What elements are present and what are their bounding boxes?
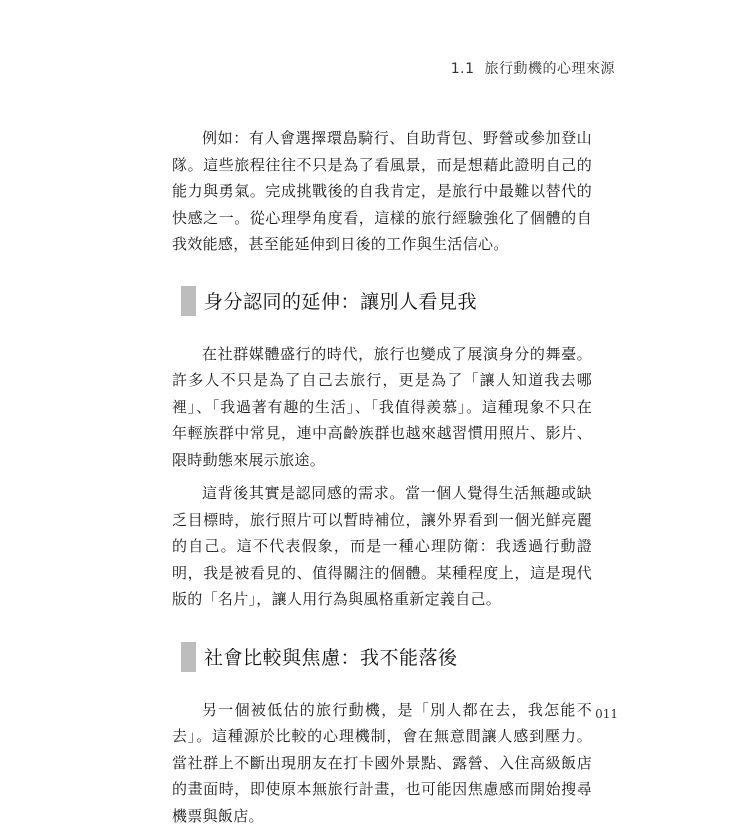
heading-text: 社會比較與焦慮：我不能落後 xyxy=(204,643,458,670)
intro-paragraph: 例如：有人會選擇環島騎行、自助背包、野營或參加登山隊。這些旅程往往不只是為了看風景，而是想藉此證明自己的能力與勇氣。完成挑戰後的自我肯定，是旅行中最難以替代的快感之一。從心理學角度看，這樣的旅行經驗強化了個體的自我效能感，甚至能延伸到日後的工作與生活信心。 xyxy=(172,125,592,258)
identity-paragraph-1: 在社群媒體盛行的時代，旅行也變成了展演身分的舞臺。許多人不只是為了自己去旅行，更是為了「讓人知道我去哪裡」、「我過著有趣的生活」、「我值得羨慕」。這種現象不只在年輕族群中常見，連中高齡族群也越來越習慣用照片、影片、限時動態來展示旅途。 xyxy=(172,341,592,474)
section-title: 旅行動機的心理來源 xyxy=(485,61,616,77)
section-number: 1.1 xyxy=(451,61,475,77)
page-number: 011 xyxy=(595,707,618,721)
section-heading-identity xyxy=(181,285,592,317)
section-heading-comparison xyxy=(181,641,592,673)
heading-bar-icon xyxy=(181,286,196,316)
page-body xyxy=(172,125,592,829)
heading-bar-icon xyxy=(181,642,196,672)
comparison-paragraph: 另一個被低估的旅行動機，是「別人都在去，我怎能不去」。這種源於比較的心理機制，會在無意間讓人感到壓力。當社群上不斷出現朋友在打卡國外景點、露營、入住高級飯店的畫面時，即使原本無旅行計畫，也可能因焦慮感而開始搜尋機票與飯店。 xyxy=(172,697,592,829)
running-header xyxy=(451,58,615,78)
identity-paragraph-2: 這背後其實是認同感的需求。當一個人覺得生活無趣或缺乏目標時，旅行照片可以暫時補位，讓外界看到一個光鮮亮麗的自己。這不代表假象，而是一種心理防衛：我透過行動證明，我是被看見的、值得關注的個體。某種程度上，這是現代版的「名片」，讓人用行為與風格重新定義自己。 xyxy=(172,480,592,613)
heading-text: 身分認同的延伸：讓別人看見我 xyxy=(204,287,477,314)
